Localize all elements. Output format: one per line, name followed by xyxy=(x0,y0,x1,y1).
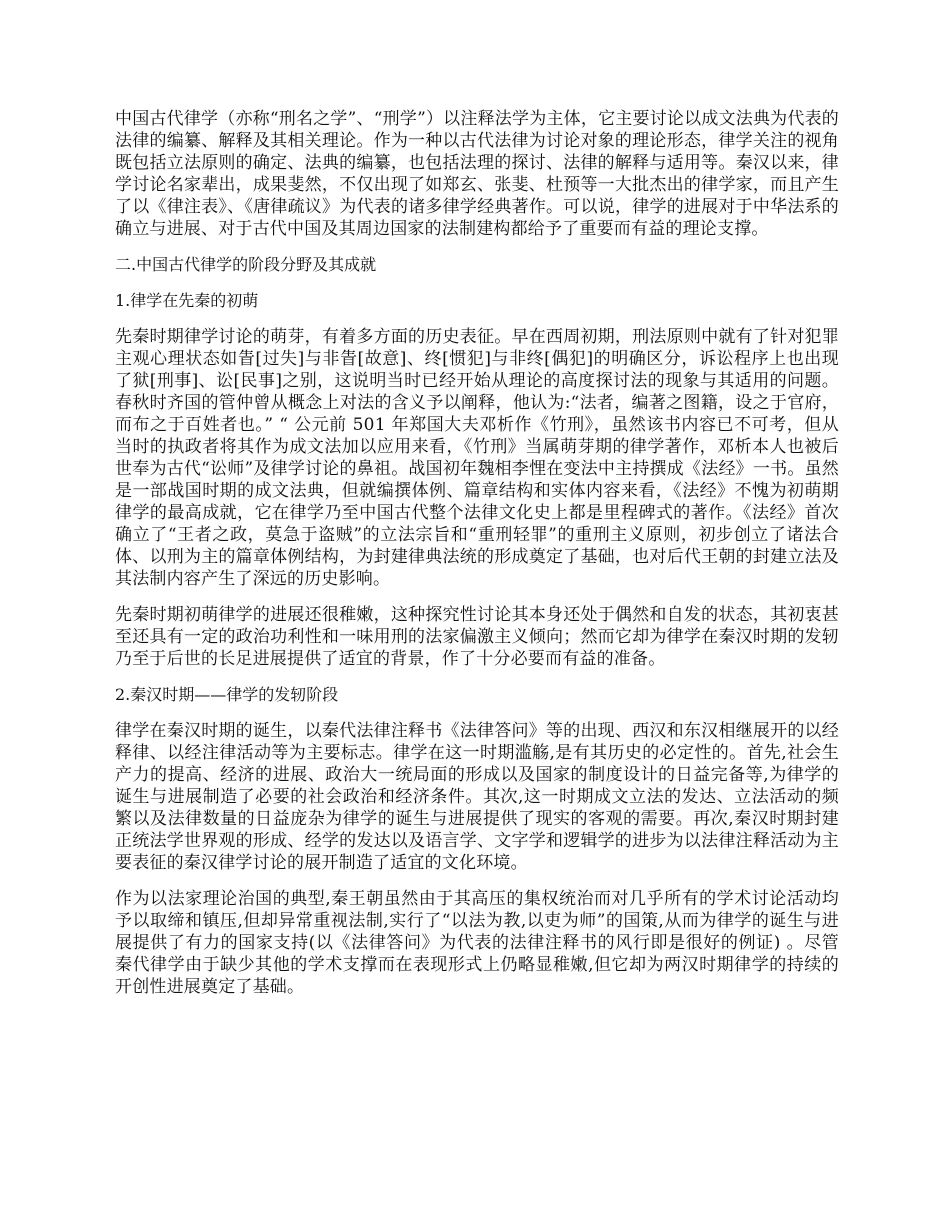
subsection-2-paragraph-2: 作为以法家理论治国的典型,秦王朝虽然由于其高压的集权统治而对几乎所有的学术讨论活动均予以取缔和镇压,但却异常重视法制,实行了“以法为教,以吏为师”的国策,从而为律学的诞生与进展提供了有力的国家支持(以《法律答问》为代表的法律注释书的风行即是很好的例证) 。尽管秦代律学由于缺少其他的学术支撑而在表现形式上仍略显稚嫩,但它却为两汉时期律学的持续的开创性进展奠定了基础。 xyxy=(115,889,839,997)
intro-paragraph: 中国古代律学（亦称“刑名之学”、“刑学”）以注释法学为主体，它主要讨论以成文法典为代表的法律的编纂、解释及其相关理论。作为一种以古代法律为讨论对象的理论形态，律学关注的视角既包括立法原则的确定、法典的编纂，也包括法理的探讨、法律的解释与适用等。秦汉以来，律学讨论名家辈出，成果斐然，不仅出现了如郑玄、张斐、杜预等一大批杰出的律学家，而且产生了以《律注表》、《唐律疏议》为代表的诸多律学经典著作。可以说，律学的进展对于中华法系的确立与进展、对于古代中国及其周边国家的法制建构都给予了重要而有益的理论支撑。 xyxy=(115,109,839,239)
subsection-heading-2: 2.秦汉时期——律学的发轫阶段 xyxy=(115,685,339,704)
document-page xyxy=(115,108,839,1012)
subsection-2-paragraph-1: 律学在秦汉时期的诞生，以秦代法律注释书《法律答问》等的出现、西汉和东汉相继展开的以经释律、以经注律活动等为主要标志。律学在这一时期滥觞,是有其历史的必定性的。首先,社会生产力的提高、经济的进展、政治大一统局面的形成以及国家的制度设计的日益完备等,为律学的诞生与进展制造了必要的社会政治和经济条件。其次,这一时期成文立法的发达、立法活动的频繁以及法律数量的日益庞杂为律学的诞生与进展提供了现实的客观的需要。再次,秦汉时期封建正统法学世界观的形成、经学的发达以及语言学、文字学和逻辑学的进步为以法律注释活动为主要表征的秦汉律学讨论的展开制造了适宜的文化环境。 xyxy=(115,721,839,873)
subsection-1-paragraph-1: 先秦时期律学讨论的萌芽，有着多方面的历史表征。早在西周初期，刑法原则中就有了针对犯罪主观心理状态如眚[过失]与非眚[故意]、终[惯犯]与非终[偶犯]的明确区分，诉讼程序上也出现了狱[刑事]、讼[民事]之别，这说明当时已经开始从理论的高度探讨法的现象与其适用的问题。春秋时齐国的管仲曾从概念上对法的含义予以阐释，他认为:“法者，编著之图籍，设之于官府，而布之于百姓者也。” “ 公元前 501 年郑国大夫邓析作《竹刑》，虽然该书内容已不可考，但从当时的执政者将其作为成文法加以应用来看，《竹刑》当属萌芽期的律学著作，邓析本人也被后世奉为古代“讼师”及律学讨论的鼻祖。战国初年魏相李悝在变法中主持撰成《法经》一书。虽然是一部战国时期的成文法典，但就编撰体例、篇章结构和实体内容来看，《法经》不愧为初萌期律学的最高成就，它在律学乃至中国古代整个法律文化史上都是里程碑式的著作。《法经》首次确立了“王者之政，莫急于盗贼”的立法宗旨和“重刑轻罪”的重刑主义原则，初步创立了诸法合体、以刑为主的篇章体例结构，为封建律典法统的形成奠定了基础，也对后代王朝的封建立法及其法制内容产生了深远的历史影响。 xyxy=(115,327,839,589)
subsection-heading-1: 1.律学在先秦的初萌 xyxy=(115,291,259,310)
section-heading: 二.中国古代律学的阶段分野及其成就 xyxy=(115,255,377,274)
subsection-1-paragraph-2: 先秦时期初萌律学的进展还很稚嫩，这种探究性讨论其本身还处于偶然和自发的状态，其初衷甚至还具有一定的政治功利性和一味用刑的法家偏激主义倾向；然而它却为律学在秦汉时期的发轫乃至于后世的长足进展提供了适宜的背景，作了十分必要而有益的准备。 xyxy=(115,605,839,669)
